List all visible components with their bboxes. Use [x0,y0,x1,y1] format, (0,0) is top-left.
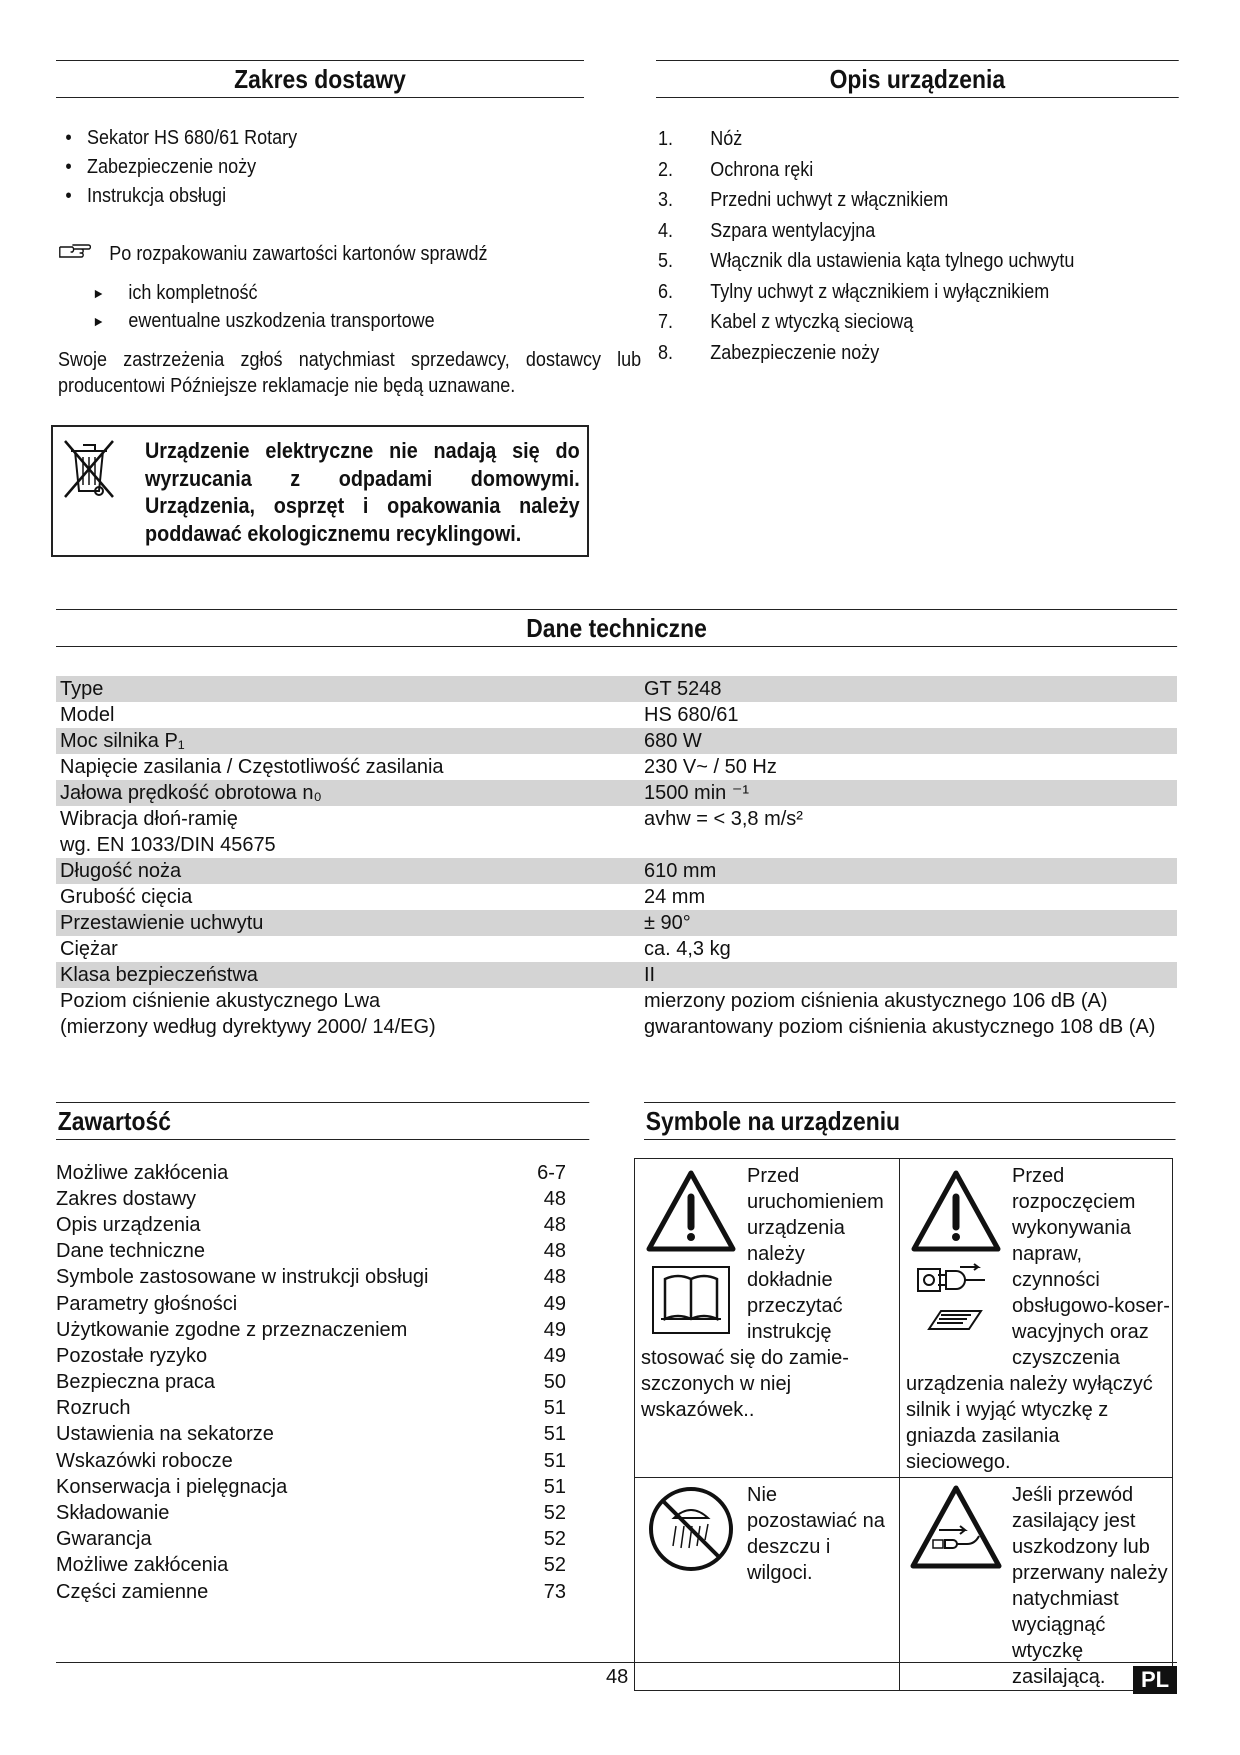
symbol-disconnect-cont: urządzenia należy wyłączyć silnik i wyjąć wtyczkę z gniazda zasilania sieciowego. [906,1373,1153,1473]
tech-label-line: Moc silnika P₁ [60,730,185,752]
contents-label: Zakres dostawy [56,1187,197,1210]
tech-row [56,936,1177,962]
contents-row [56,1370,566,1396]
contents-page: 49 [543,1344,566,1367]
contents-page: 52 [543,1554,566,1577]
description-item-label: Przedni uchwyt z włącznikiem [710,189,949,212]
contents-label: Parametry głośności [56,1292,238,1315]
contents-row [56,1579,566,1605]
description-item-label: Włącznik dla ustawienia kąta tylnego uchwytu [710,250,1075,273]
check-item-label: ewentualne uszkodzenia transportowe [128,310,435,332]
tech-value-line: II [644,964,656,986]
contents-row [56,1396,566,1422]
description-item-label: Nóż [710,128,743,151]
contents-page: 51 [543,1423,566,1446]
tech-label [56,754,640,780]
contents-page: 6-7 [537,1161,566,1184]
contents-page: 50 [543,1371,566,1394]
contents-row [56,1317,566,1343]
tech-value-line: ± 90° [644,912,691,934]
contents-row [56,1474,566,1500]
tech-row [56,754,1177,780]
delivery-list [60,125,600,212]
symbol-read-manual-cont: stosować się do zamie-szczonych w niej wskazówek.. [641,1347,849,1421]
description-item [658,338,1162,369]
tech-value [640,988,1177,1040]
tech-row [56,988,1177,1040]
contents-label: Dane techniczne [56,1240,205,1263]
delivery-item: • Instrukcja obsługi [60,183,600,212]
read-manual-book-icon [651,1265,731,1341]
description-item-number: 4. [658,219,674,242]
contents-page: 51 [543,1397,566,1420]
tech-value [640,780,1177,806]
contents-page: 52 [543,1528,566,1551]
unplug-icon [914,1263,998,1303]
tech-label [56,702,640,728]
contents-list [56,1160,566,1605]
check-item-label: ich kompletność [128,282,258,304]
tech-value-line: avhw = < 3,8 m/s² [644,808,803,830]
contents-page: 48 [543,1187,566,1210]
tech-value-line: 610 mm [644,860,717,882]
tech-label-line: Długość noża [60,860,182,882]
description-item-label: Zabezpieczenie noży [710,341,880,364]
contents-page: 48 [543,1266,566,1289]
tech-value-line: mierzony poziom ciśnienia akustycznego 106 dB (A) [644,990,1108,1012]
contents-row [56,1239,566,1265]
no-rain-icon [646,1484,736,1580]
tech-value-line: 230 V~ / 50 Hz [644,756,777,778]
tech-value-line: GT 5248 [644,678,722,700]
description-item [658,277,1162,308]
description-item [658,216,1162,247]
symbol-read-manual-text: Przed uruchomieniem urządzenia należy dokładnie przeczytać instrukcję [747,1165,884,1343]
check-item [60,279,564,307]
tech-label-line: Grubość cięcia [60,886,193,908]
delivery-title: Zakres dostawy [56,60,584,98]
symbol-damaged-cable-text: Jeśli przewód zasilający jest uszkodzony lub przerwany należy natychmiast wyciągnąć wtyczkę zasilającą. [1012,1484,1168,1688]
manual-hand-icon [921,1305,991,1341]
contents-page: 48 [543,1213,566,1236]
tech-label [56,676,640,702]
tech-value [640,962,1177,988]
tech-label-line: Ciężar [60,938,118,960]
footer-line [56,1662,1177,1663]
language-badge: PL [1133,1666,1177,1694]
tech-label [56,884,640,910]
complaint-text: Swoje zastrzeżenia zgłoś natychmiast sprzedawcy, dostawcy lub producentowi Późniejsze reklamacje nie będą uznawane. [58,349,642,397]
tech-label-line: Napięcie zasilania / Częstotliwość zasilania [60,756,444,778]
tech-row [56,962,1177,988]
tech-value [640,936,1177,962]
description-item-number: 5. [658,250,674,273]
tech-value [640,754,1177,780]
check-note [58,241,598,270]
contents-row [56,1422,566,1448]
description-item-number: 7. [658,311,674,334]
contents-row [56,1160,566,1186]
contents-page: 51 [543,1475,566,1498]
tech-value-line: 1500 min ⁻¹ [644,782,750,804]
tech-table [56,676,1177,1040]
contents-row [56,1291,566,1317]
tech-value [640,728,1177,754]
contents-page: 48 [543,1240,566,1263]
tech-label-line: Wibracja dłoń-ramię [60,808,238,830]
tech-value [640,806,1177,858]
tech-value-line2: gwarantowany poziom ciśnienia akustycznego 108 dB (A) [644,1016,1156,1038]
tech-row [56,728,1177,754]
description-item-number: 8. [658,341,674,364]
tech-label [56,858,640,884]
contents-label: Konserwacja i pielęgnacja [56,1475,288,1498]
tech-label-line: Model [60,704,115,726]
description-item-number: 6. [658,280,674,303]
damaged-cable-icon [909,1484,1003,1576]
contents-label: Możliwe zakłócenia [56,1554,229,1577]
check-items [60,279,564,335]
tech-row [56,910,1177,936]
tech-value [640,858,1177,884]
contents-row [56,1343,566,1369]
description-item-number: 3. [658,189,674,212]
symbols-title: Symbole na urządzeniu [644,1102,1176,1140]
description-item-label: Szpara wentylacyjna [710,219,876,242]
crossed-bin-icon [61,437,117,508]
tech-label-line: Przestawienie uchwytu [60,912,264,934]
tech-label-line: Klasa bezpieczeństwa [60,964,258,986]
tech-row [56,884,1177,910]
tech-label [56,780,640,806]
contents-label: Części zamienne [56,1580,209,1603]
tech-value-line: 680 W [644,730,702,752]
contents-label: Gwarancja [56,1528,152,1551]
contents-row [56,1186,566,1212]
symbols-table [634,1158,1173,1691]
tech-value [640,884,1177,910]
tech-label-line: Jałowa prędkość obrotowa n₀ [60,782,322,804]
tech-label-line2: (mierzony według dyrektywy 2000/ 14/EG) [60,1016,436,1038]
contents-label: Ustawienia na sekatorze [56,1423,274,1446]
contents-label: Opis urządzenia [56,1213,201,1236]
description-item [658,246,1162,277]
description-title: Opis urządzenia [656,60,1179,98]
tech-row [56,806,1177,858]
tech-title: Dane techniczne [56,609,1177,647]
contents-row [56,1265,566,1291]
warning-triangle-icon [645,1169,737,1259]
contents-page: 73 [543,1580,566,1603]
tech-label [56,806,640,858]
contents-page: 49 [543,1318,566,1341]
description-item-number: 2. [658,158,674,181]
description-item-label: Ochrona ręki [710,158,814,181]
check-note-text: Po rozpakowaniu zawartości kartonów sprawdź [109,243,488,265]
contents-row [56,1500,566,1526]
tech-label [56,936,640,962]
contents-row [56,1553,566,1579]
warning-triangle-icon [910,1169,1002,1259]
tech-label [56,988,640,1040]
tech-row [56,780,1177,806]
tech-label [56,962,640,988]
contents-label: Wskazówki robocze [56,1449,233,1472]
delivery-item: • Zabezpieczenie noży [60,154,600,183]
contents-label: Symbole zastosowane w instrukcji obsługi [56,1266,429,1289]
tech-value [640,676,1177,702]
tech-value-line: ca. 4,3 kg [644,938,731,960]
contents-label: Bezpieczna praca [56,1371,215,1394]
tech-value-line: HS 680/61 [644,704,739,726]
description-item [658,155,1162,186]
contents-label: Możliwe zakłócenia [56,1161,229,1184]
contents-page: 51 [543,1449,566,1472]
description-item-label: Kabel z wtyczką sieciową [710,311,914,334]
tech-row [56,702,1177,728]
description-item-number: 1. [658,128,674,151]
contents-label: Użytkowanie zgodne z przeznaczeniem [56,1318,408,1341]
description-item [658,307,1162,338]
symbol-no-rain-text: Nie pozostawiać na deszczu i wilgoci. [747,1484,885,1584]
tech-value [640,910,1177,936]
description-list [658,124,1162,368]
contents-row [56,1212,566,1238]
weee-warning-text: Urządzenie elektryczne nie nadają się do wyrzucania z odpadami domowymi. Urządzenia, osprzęt i opakowania należy poddawać ekologicznemu recyklingowi. [145,438,580,546]
check-item [60,307,564,335]
symbol-disconnect-text: Przed rozpoczęciem wykonywania napraw, czynności obsługowo-koser-wacyjnych oraz czyszczenia [1012,1165,1170,1369]
arrow-bullet-icon: ► [92,285,105,301]
tech-label-line: Type [60,678,104,700]
contents-label: Składowanie [56,1502,170,1525]
contents-row [56,1448,566,1474]
pointing-hand-icon [58,241,109,270]
description-item [658,124,1162,155]
contents-page: 52 [543,1502,566,1525]
description-item-label: Tylny uchwyt z włącznikiem i wyłącznikiem [710,280,1050,303]
contents-label: Pozostałe ryzyko [56,1344,208,1367]
tech-label-line: Poziom ciśnienie akustycznego Lwa [60,990,381,1012]
contents-page: 49 [543,1292,566,1315]
contents-label: Rozruch [56,1397,131,1420]
tech-row [56,676,1177,702]
tech-label [56,728,640,754]
tech-value-line: 24 mm [644,886,706,908]
tech-label-line2: wg. EN 1033/DIN 45675 [60,834,276,856]
tech-label [56,910,640,936]
page-number: 48 [606,1666,629,1688]
tech-value [640,702,1177,728]
delivery-item: • Sekator HS 680/61 Rotary [60,125,600,154]
tech-row [56,858,1177,884]
arrow-bullet-icon: ► [92,313,105,329]
contents-row [56,1527,566,1553]
description-item [658,185,1162,216]
contents-title: Zawartość [56,1102,589,1140]
weee-warning-box [51,425,589,557]
